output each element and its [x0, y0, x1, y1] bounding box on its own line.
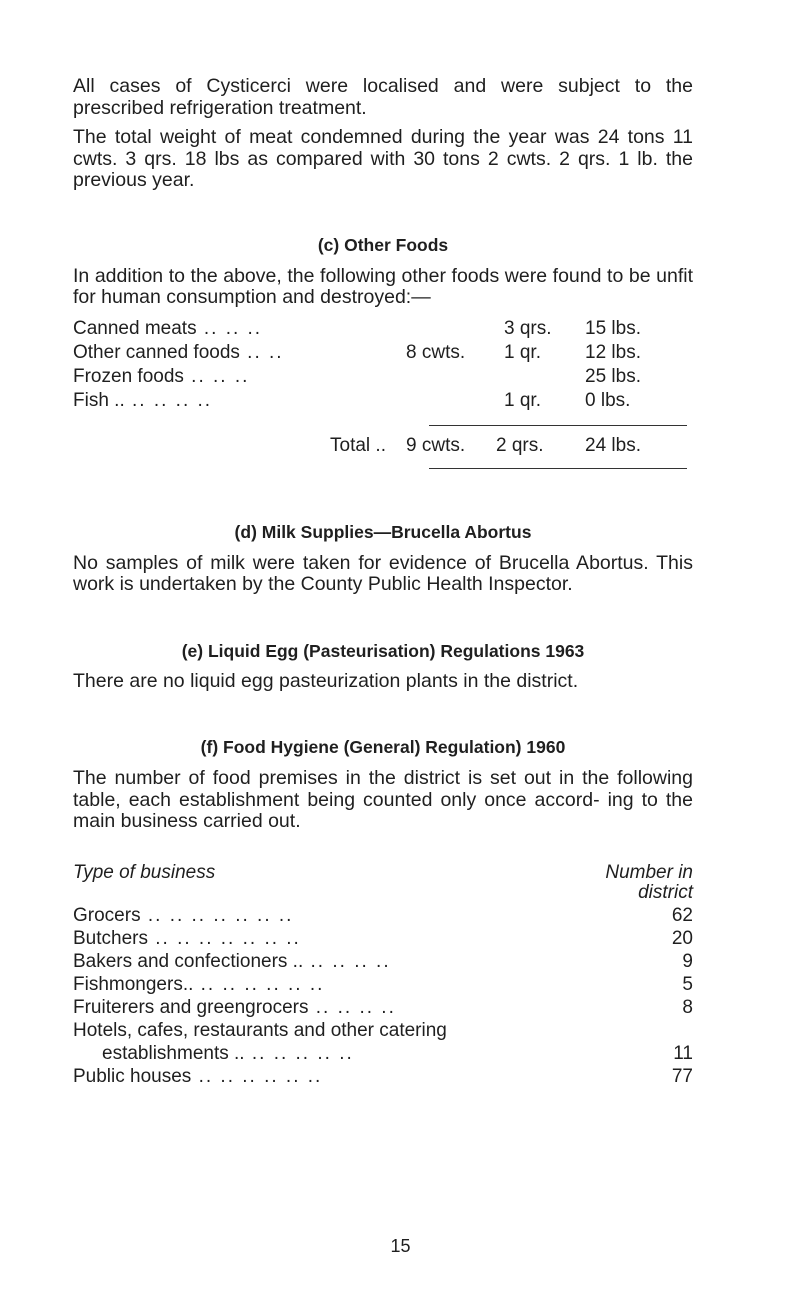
table-row: [73, 904, 693, 927]
leader-dots: .. .. .. .. ..: [244, 1042, 354, 1064]
table-row: [73, 365, 693, 389]
business-count: 9: [682, 950, 693, 972]
number-header-line-2: district: [638, 881, 693, 903]
business-type: Fishmongers..: [73, 973, 194, 995]
business-type: Public houses: [73, 1065, 192, 1087]
section-e-heading: (e) Liquid Egg (Pasteurisation) Regulations 1963: [181, 640, 585, 661]
business-count: 77: [671, 1065, 693, 1087]
section-d-paragraph: No samples of milk were taken for evidence of Brucella Abortus. This work is undertaken by the County Public Health Inspector.: [73, 551, 693, 595]
qrs-cell: 1 qr.: [504, 389, 541, 411]
business-count: 62: [671, 904, 693, 926]
document-page: [73, 76, 693, 1088]
qrs-cell: [474, 365, 575, 389]
food-name: Fish ..: [73, 389, 125, 411]
cwts-cell: [406, 365, 474, 389]
table-row: [73, 389, 693, 413]
food-name: Other canned foods: [73, 341, 240, 363]
food-name: Frozen foods: [73, 365, 184, 387]
table-header: [73, 863, 693, 903]
leader-dots: .. .. ..: [196, 317, 263, 339]
intro-paragraph-1: All cases of Cysticerci were localised and were subject to the prescribed refrigeration treatment.: [73, 75, 693, 119]
lbs-cell: 15 lbs.: [585, 317, 641, 339]
lbs-cell: 0 lbs.: [585, 389, 631, 411]
business-count: 20: [671, 927, 693, 949]
food-name: Canned meats: [73, 317, 197, 339]
leader-dots: .. .. ..: [183, 365, 250, 387]
intro-paragraph-2: The total weight of meat condemned during the year was 24 tons 11 cwts. 3 qrs. 18 lbs as compared with 30 tons 2 cwts. 2 qrs. 1 lb. the previous year.: [73, 126, 693, 191]
total-lbs: 24 lbs.: [585, 434, 641, 456]
table-row: [73, 996, 693, 1019]
business-type: Grocers: [73, 904, 141, 926]
qrs-cell: 3 qrs.: [504, 317, 552, 339]
table-row: [73, 317, 693, 341]
page-number: 15: [390, 1236, 411, 1256]
table-row: [73, 341, 693, 365]
business-type-continued: establishments ..: [102, 1042, 245, 1064]
section-f-heading: (f) Food Hygiene (General) Regulation) 1960: [200, 737, 566, 757]
business-type: Fruiterers and greengrocers: [73, 996, 309, 1018]
other-foods-table: [73, 317, 693, 469]
business-count: 5: [682, 973, 693, 995]
section-d-heading: (d) Milk Supplies—Brucella Abortus: [234, 521, 532, 542]
qrs-cell: 1 qr.: [504, 341, 541, 363]
table-row: [73, 950, 693, 973]
type-of-business-header: Type of business: [73, 861, 216, 883]
business-count: 8: [682, 996, 693, 1018]
leader-dots: .. .. .. .. .. ..: [193, 973, 325, 995]
leader-dots: .. .. .. .. .. ..: [191, 1065, 323, 1087]
table-row: [73, 1065, 693, 1088]
table-row: [73, 1042, 693, 1065]
leader-dots: .. ..: [239, 341, 284, 363]
business-type: Hotels, cafes, restaurants and other catering: [73, 1019, 447, 1041]
leader-dots: .. .. .. .. .. .. ..: [147, 927, 301, 949]
food-premises-table: [73, 863, 693, 1088]
leader-dots: .. .. .. ..: [124, 389, 213, 411]
number-header-line-1: Number in: [605, 861, 693, 883]
cwts-cell: 8 cwts.: [406, 341, 466, 363]
leader-dots: .. .. .. ..: [303, 950, 391, 972]
total-qrs: 2 qrs.: [496, 434, 544, 456]
section-f-paragraph: The number of food premises in the district is set out in the following table, each establishment being counted only once accord- ing to the main business carried out.: [73, 767, 693, 832]
section-c-paragraph: In addition to the above, the following other foods were found to be unfit for human consumption and destroyed:—: [73, 264, 693, 308]
table-row: [73, 927, 693, 950]
section-c-heading: (c) Other Foods: [317, 234, 449, 255]
section-e-paragraph: There are no liquid egg pasteurization plants in the district.: [73, 669, 579, 692]
business-type: Butchers: [73, 927, 148, 949]
total-cwts: 9 cwts.: [406, 434, 466, 456]
leader-dots: .. .. .. ..: [308, 996, 396, 1018]
business-count: 11: [673, 1042, 693, 1064]
cwts-cell: [406, 317, 474, 341]
cwts-cell: [406, 389, 474, 413]
table-row: [73, 973, 693, 996]
lbs-cell: 25 lbs.: [585, 365, 641, 387]
total-rule-top: [429, 425, 687, 426]
lbs-cell: 12 lbs.: [585, 341, 641, 363]
total-label: Total ..: [330, 434, 386, 456]
total-rule-bottom: [429, 468, 687, 469]
total-row: [73, 434, 693, 458]
table-row: [73, 1019, 693, 1042]
leader-dots: .. .. .. .. .. .. ..: [140, 904, 294, 926]
business-type: Bakers and confectioners ..: [73, 950, 304, 972]
